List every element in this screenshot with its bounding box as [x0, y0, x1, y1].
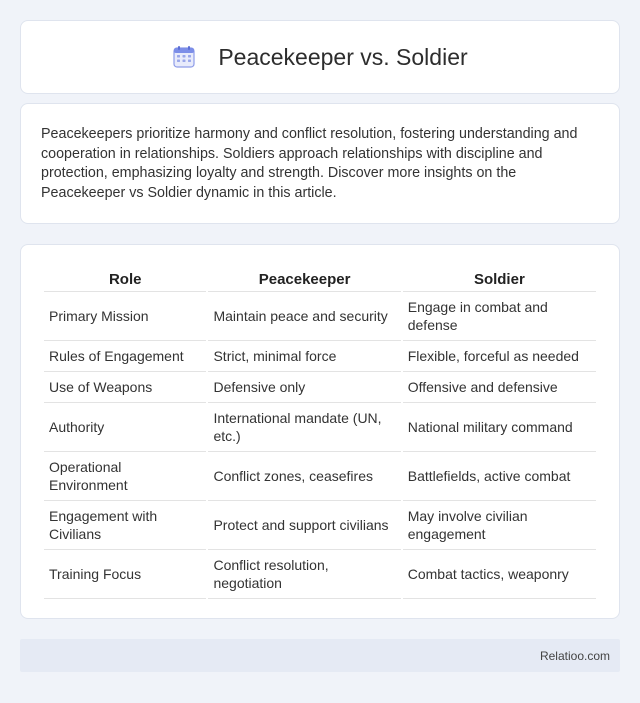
table-row — [44, 501, 596, 550]
table-row — [44, 452, 596, 501]
cell-role: Primary Mission — [44, 292, 206, 341]
cell-role: Operational Environment — [44, 452, 206, 501]
cell-peacekeeper: International mandate (UN, etc.) — [208, 403, 400, 452]
table-row — [44, 403, 596, 452]
cell-role: Rules of Engagement — [44, 341, 206, 372]
footer-brand[interactable]: Relatioo.com — [539, 648, 610, 663]
cell-peacekeeper: Protect and support civilians — [208, 501, 400, 550]
table-header-row — [44, 265, 596, 292]
cell-soldier: May involve civilian engagement — [403, 501, 596, 550]
table-row — [44, 341, 596, 372]
cell-role: Engagement with Civilians — [44, 501, 206, 550]
intro-text: Peacekeepers prioritize harmony and conflict resolution, fostering understanding and cooperation in relationships. Soldiers approach relationships with discipline and protection, emphasizing loyalty and strength. Discover more insights on the Peacekeeper vs Soldier dynamic in this article. — [41, 126, 578, 201]
cell-soldier: Engage in combat and defense — [403, 292, 596, 341]
cell-peacekeeper: Strict, minimal force — [208, 341, 400, 372]
cell-role: Use of Weapons — [44, 372, 206, 403]
cell-soldier: Battlefields, active combat — [403, 452, 596, 501]
column-header-peacekeeper: Peacekeeper — [208, 265, 400, 292]
table-row — [44, 550, 596, 599]
cell-soldier: Combat tactics, weaponry — [403, 550, 596, 599]
calendar-icon — [172, 45, 196, 69]
cell-peacekeeper: Defensive only — [208, 372, 400, 403]
title-card — [20, 20, 620, 94]
cell-peacekeeper: Conflict resolution, negotiation — [208, 550, 400, 599]
table-row — [44, 372, 596, 403]
cell-soldier: Flexible, forceful as needed — [403, 341, 596, 372]
cell-soldier: Offensive and defensive — [403, 372, 596, 403]
table-row — [44, 292, 596, 341]
cell-peacekeeper: Conflict zones, ceasefires — [208, 452, 400, 501]
column-header-role: Role — [44, 265, 206, 292]
cell-peacekeeper: Maintain peace and security — [208, 292, 400, 341]
comparison-table — [42, 265, 598, 599]
cell-role: Authority — [44, 403, 206, 452]
footer — [20, 639, 620, 672]
cell-soldier: National military command — [403, 403, 596, 452]
intro-card — [20, 103, 620, 224]
comparison-card — [20, 244, 620, 619]
page-title: Peacekeeper vs. Soldier — [218, 43, 468, 70]
cell-role: Training Focus — [44, 550, 206, 599]
column-header-soldier: Soldier — [403, 265, 596, 292]
